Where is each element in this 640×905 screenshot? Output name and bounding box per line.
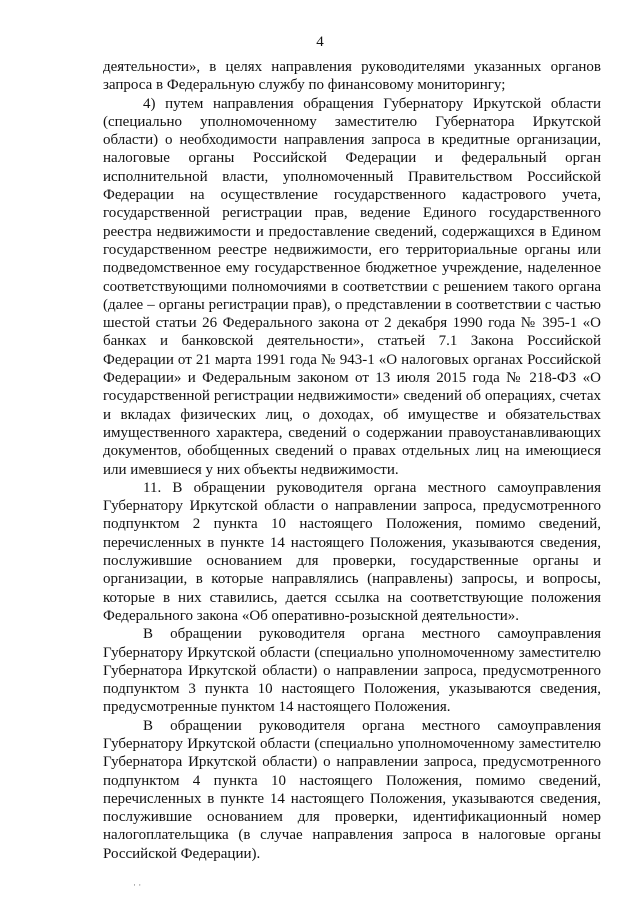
paragraph-section-11: 11. В обращении руководителя органа местного самоуправления Губернатору Иркутской области о направлении запроса, предусмотренного подпунктом 2 пункта 10 настоящего Положения, помимо сведений, перечисленных в пункте 14 настоящего Положения, указываются сведения, послужившие основанием для проверки, государственные органы и организации, в которые направлялись (направлены) запросы, и вопросы, которые в них ставились, дается ссылка на соответствующие положения Федерального закона «Об оперативно-розыскной деятельности». <box>103 479 601 624</box>
page-number: 4 <box>316 34 324 50</box>
paragraph-subitem-3-request: В обращении руководителя органа местного самоуправления Губернатору Иркутской области (специально уполномоченному заместителю Губернатора Иркутской области) о направлении запроса, предусмотренного подпунктом 3 пункта 10 настоящего Положения, указываются сведения, предусмотренные пунктом 14 настоящего Положения. <box>103 626 601 716</box>
paragraph-subitem-4-request: В обращении руководителя органа местного самоуправления Губернатору Иркутской области (специально уполномоченному заместителю Губернатора Иркутской области) о направлении запроса, предусмотренного подпунктом 4 пункта 10 настоящего Положения, помимо сведений, перечисленных в пункте 14 настоящего Положения, указываются сведения, послужившие основанием для проверки, идентификационный номер налогоплательщика (в случае направления запроса в налоговые органы Российской Федерации). <box>103 717 601 862</box>
scan-speck: · · <box>133 880 142 890</box>
document-body <box>103 58 601 863</box>
paragraph-subitem-4: 4) путем направления обращения Губернатору Иркутской области (специально уполномоченному заместителю Губернатора Иркутской области) о необходимости направления запроса в кредитные организации, налоговые органы Российской Федерации и федеральный орган исполнительной власти, уполномоченный Правительством Российской Федерации на осуществление государственного кадастрового учета, государственной регистрации прав, ведение Единого государственного реестра недвижимости и предоставление сведений, содержащихся в Едином государственном реестре недвижимости, его территориальные органы или подведомственное ему государственное бюджетное учреждение, наделенное соответствующими полномочиями в соответствии с решением такого органа (далее – органы регистрации прав), о представлении в соответствии с частью шестой статьи 26 Федерального закона от 2 декабря 1990 года № 395-1 «О банках и банковской деятельности», статьей 7.1 Закона Российской Федерации от 21 марта 1991 года № 943-1 «О налоговых органах Российской Федерации» и Федеральным законом от 13 июля 2015 года № 218-ФЗ «О государственной регистрации недвижимости» сведений об операциях, счетах и вкладах физических лиц, о доходах, об имуществе и обязательствах имущественного характера, сведений о содержании правоустанавливающих документов, обобщенных сведений о правах отдельных лиц на имеющиеся или имевшиеся у них объекты недвижимости. <box>103 95 601 478</box>
paragraph-continuation: деятельности», в целях направления руководителями указанных органов запроса в Федеральную службу по финансовому мониторингу; <box>103 59 601 94</box>
